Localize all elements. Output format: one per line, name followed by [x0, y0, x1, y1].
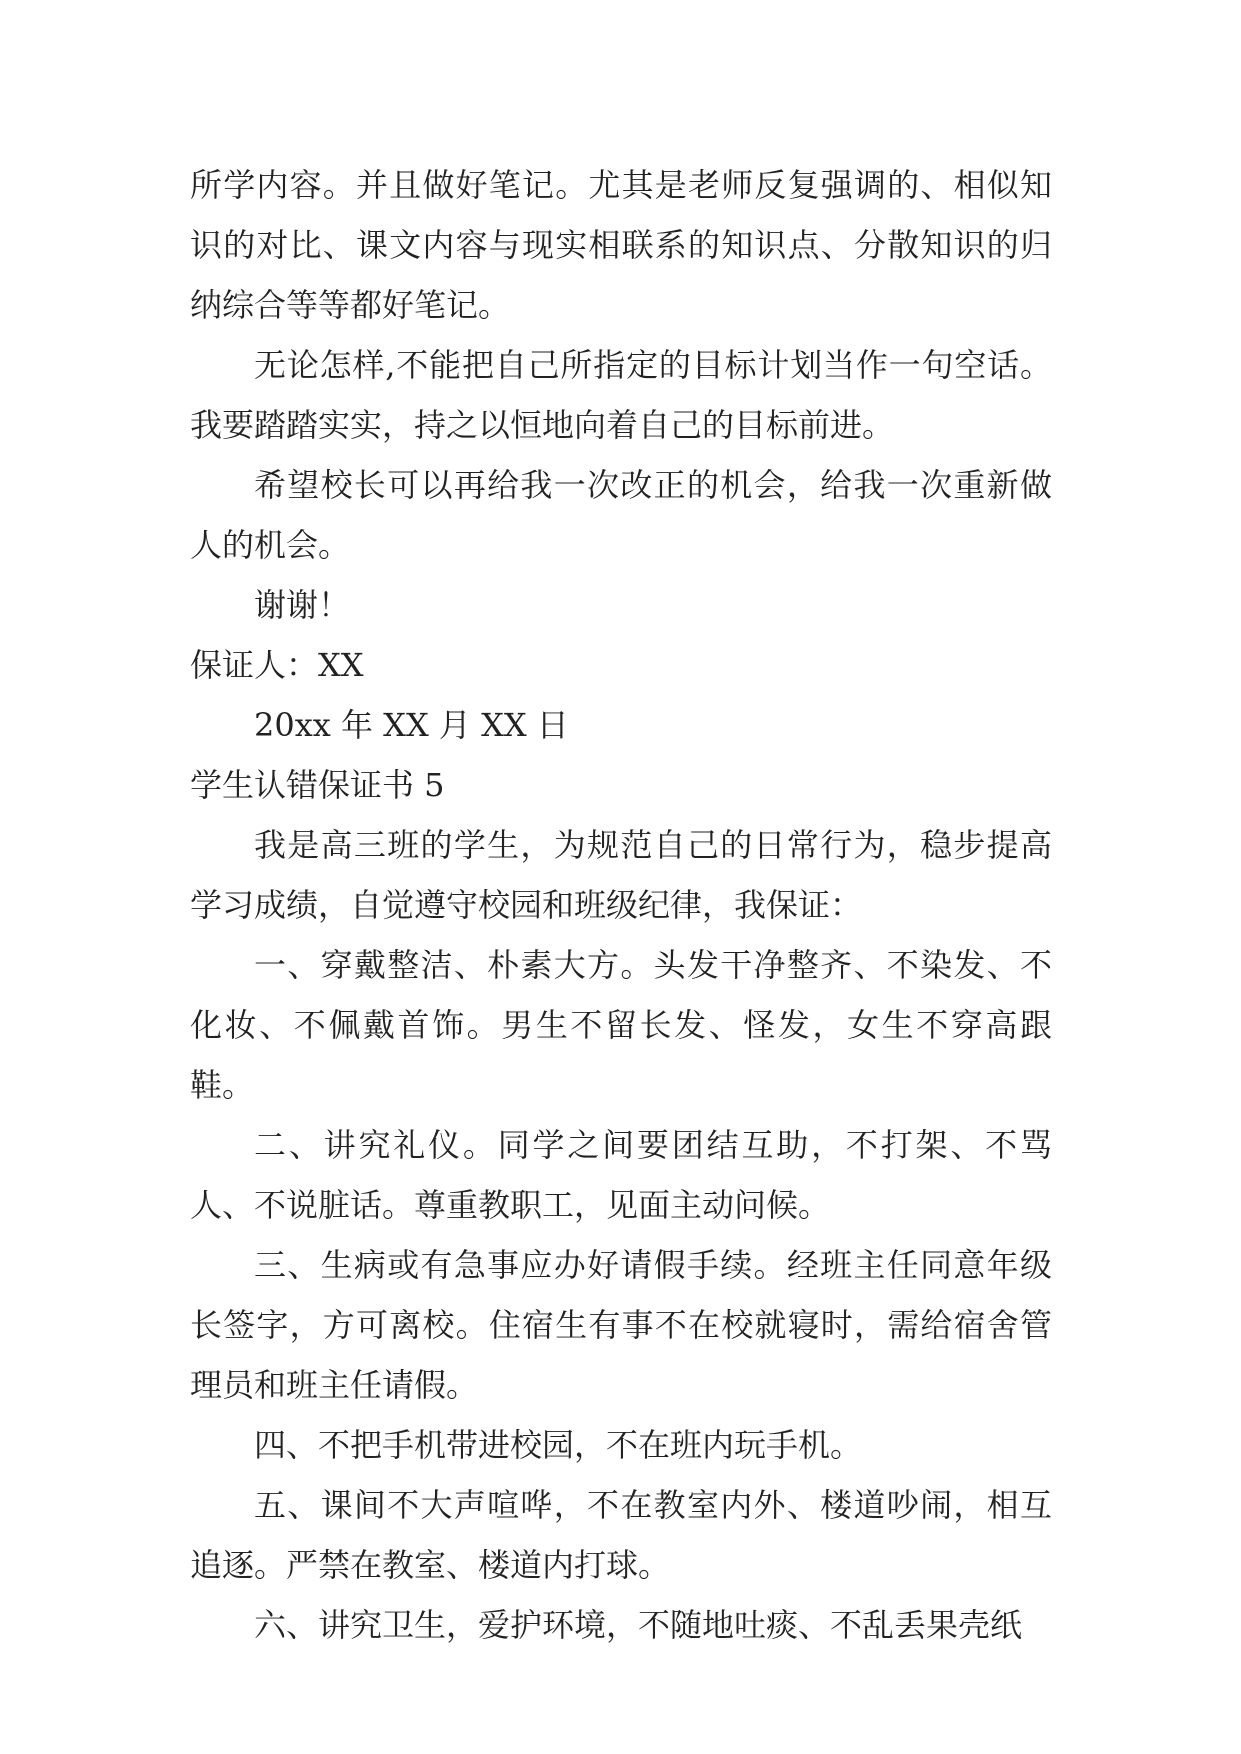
paragraph: 所学内容。并且做好笔记。尤其是老师反复强调的、相似知识的对比、课文内容与现实相联系的知识点、分散知识的归纳综合等等都好笔记。 [190, 166, 1052, 324]
paragraph: 希望校长可以再给我一次改正的机会，给我一次重新做人的机会。 [190, 466, 1052, 564]
list-item: 六、讲究卫生，爱护环境，不随地吐痰、不乱丢果壳纸 [254, 1606, 1023, 1644]
section-title: 学生认错保证书 5 [190, 766, 445, 804]
list-item: 四、不把手机带进校园，不在班内玩手机。 [254, 1426, 863, 1464]
list-item: 五、课间不大声喧哗，不在教室内外、楼道吵闹，相互追逐。严禁在教室、楼道内打球。 [190, 1486, 1052, 1584]
list-item: 一、穿戴整洁、朴素大方。头发干净整齐、不染发、不化妆、不佩戴首饰。男生不留长发、怪发，女生不穿高跟鞋。 [190, 946, 1052, 1104]
list-item: 二、讲究礼仪。同学之间要团结互助，不打架、不骂人、不说脏话。尊重教职工，见面主动问候。 [190, 1126, 1052, 1224]
paragraph: 无论怎样,不能把自己所指定的目标计划当作一句空话。我要踏踏实实，持之以恒地向着自己的目标前进。 [190, 346, 1052, 444]
paragraph: 我是高三班的学生，为规范自己的日常行为，稳步提高学习成绩，自觉遵守校园和班级纪律，我保证： [190, 826, 1052, 924]
date-line: 20xx 年 XX 月 XX 日 [254, 706, 569, 744]
closing-thanks: 谢谢！ [254, 586, 351, 624]
list-item: 三、生病或有急事应办好请假手续。经班主任同意年级长签字，方可离校。住宿生有事不在校就寝时，需给宿舍管理员和班主任请假。 [190, 1246, 1052, 1404]
document-page [190, 155, 1052, 1655]
guarantor-line: 保证人：XX [190, 646, 364, 684]
